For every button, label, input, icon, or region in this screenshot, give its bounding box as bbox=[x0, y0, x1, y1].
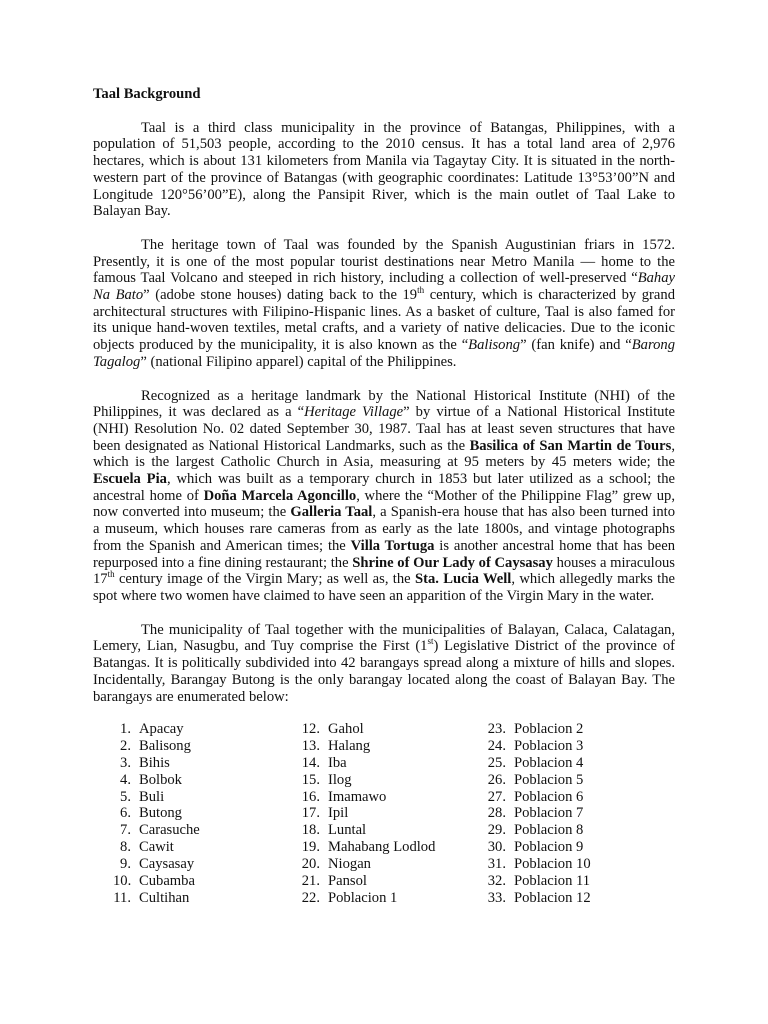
landmark-villa-tortuga: Villa Tortuga bbox=[350, 537, 435, 554]
superscript: th bbox=[417, 285, 425, 296]
term-balisong: Balisong bbox=[468, 337, 521, 354]
list-item bbox=[477, 822, 591, 839]
list-item bbox=[113, 805, 200, 822]
list-item-number: 14. bbox=[301, 754, 320, 771]
list-item bbox=[477, 805, 591, 822]
list-item-number: 28. bbox=[487, 805, 506, 822]
list-item-label: Poblacion 10 bbox=[514, 855, 591, 872]
list-item bbox=[477, 738, 591, 755]
list-item bbox=[477, 839, 591, 856]
list-item bbox=[291, 772, 435, 789]
list-item-number: 31. bbox=[487, 855, 506, 872]
list-item-number: 25. bbox=[487, 754, 506, 771]
list-item bbox=[113, 856, 200, 873]
landmark-caysasay-shrine: Shrine of Our Lady of Caysasay bbox=[352, 554, 553, 571]
list-item bbox=[477, 856, 591, 873]
list-item bbox=[113, 755, 200, 772]
list-item bbox=[113, 772, 200, 789]
landmark-galleria-taal: Galleria Taal bbox=[290, 504, 373, 521]
list-item-label: Poblacion 4 bbox=[514, 754, 584, 771]
list-item-number: 22. bbox=[301, 889, 320, 906]
list-item-number: 27. bbox=[487, 788, 506, 805]
list-item-number: 33. bbox=[487, 889, 506, 906]
list-item-label: Poblacion 3 bbox=[514, 738, 584, 755]
list-item-number: 1. bbox=[120, 721, 131, 738]
list-item-label: Buli bbox=[139, 788, 165, 805]
list-item bbox=[477, 873, 591, 890]
list-item-number: 8. bbox=[120, 839, 131, 856]
list-item bbox=[291, 721, 435, 738]
list-item-label: Poblacion 2 bbox=[514, 721, 584, 738]
barangay-column-2 bbox=[291, 721, 435, 906]
list-item-label: Caysasay bbox=[139, 855, 195, 872]
list-item-label: Ipil bbox=[328, 805, 349, 822]
list-item bbox=[291, 839, 435, 856]
list-item bbox=[291, 805, 435, 822]
list-item-number: 32. bbox=[487, 872, 506, 889]
list-item-label: Pansol bbox=[328, 872, 367, 889]
superscript: st bbox=[427, 636, 434, 647]
list-item-number: 24. bbox=[487, 738, 506, 755]
paragraph-barangays-intro: The municipality of Taal together with the municipalities of Balayan, Calaca, Calatagan, Lemery, Lian, Nasugbu, and Tuy comprise the First (1st) Legislative District of the province of Batangas. It is politically subdivided into 42 barangays spread along a mixture of hills and slopes. Incidentally, Barangay Butong is the only barangay located along the coast of Balayan Bay. The barangays are enumerated below: bbox=[93, 621, 675, 705]
superscript: th bbox=[107, 569, 115, 580]
list-item-number: 3. bbox=[120, 754, 131, 771]
page-title: Taal Background bbox=[93, 86, 201, 102]
list-item-label: Poblacion 1 bbox=[328, 889, 398, 906]
list-item bbox=[477, 772, 591, 789]
list-item-number: 11. bbox=[113, 889, 131, 906]
list-item-number: 5. bbox=[120, 788, 131, 805]
list-item-label: Poblacion 9 bbox=[514, 839, 584, 856]
landmark-sta-lucia-well: Sta. Lucia Well bbox=[414, 571, 512, 588]
paragraph-history: The heritage town of Taal was founded by the Spanish Augustinian friars in 1572. Presently, it is one of the most popular tourist destinations near Metro Manila — home to the famous Taal Volcano and steeped in rich history, including a collection of well-preserved “Bahay Na Bato” (adobe stone houses) dating back to the 19th century, which is characterized by grand architectural structures with Filipino-Hispanic lines. As a basket of culture, Taal is also famed for its unique hand-woven textiles, metal crafts, and a variety of native delicacies. Due to the iconic objects produced by the municipality, it is also known as the “Balisong” (fan knife) and “Barong Tagalog” (national Filipino apparel) capital of the Philippines. bbox=[93, 236, 675, 370]
list-item bbox=[113, 721, 200, 738]
list-item-label: Cubamba bbox=[139, 872, 195, 889]
list-item-label: Luntal bbox=[328, 822, 367, 839]
paragraph-landmarks: Recognized as a heritage landmark by the National Historical Institute (NHI) of the Philippines, it was declared as a “Heritage Village” by virtue of a National Historical Institute (NHI) Resolution No. 02 dated September 30, 1987. Taal has at least seven structures that have been designated as National Historical Landmarks, such as the Basilica of San Martin de Tours, which is the largest Catholic Church in Asia, measuring at 95 meters by 45 meters wide; the Escuela Pia, which was built as a temporary church in 1853 but later utilized as a school; the ancestral home of Doña Marcela Agoncillo, where the “Mother of the Philippine Flag” grew up, now converted into museum; the Galleria Taal, a Spanish-era house that has also been turned into a museum, which houses rare cameras from as early as the late 1800s, and vintage photographs from the Spanish and American times; the Villa Tortuga is another ancestral home that has been repurposed into a fine dining restaurant; the Shrine of Our Lady of Caysasay houses a miraculous 17th century image of the Virgin Mary; as well as, the Sta. Lucia Well, which allegedly marks the spot where two women have claimed to have seen an apparition of the Virgin Mary in the water. bbox=[93, 387, 675, 604]
list-item bbox=[113, 873, 200, 890]
list-item-number: 13. bbox=[301, 738, 320, 755]
list-item-label: Poblacion 8 bbox=[514, 822, 584, 839]
list-item-number: 18. bbox=[301, 822, 320, 839]
paragraph-location: Taal is a third class municipality in the province of Batangas, Philippines, with a population of 51,503 people, according to the 2010 census. It has a total land area of 2,976 hectares, which is about 131 kilometers from Manila via Tagaytay City. It is situated in the north-western part of the province of Batangas (with geographic coordinates: Latitude 13°53’00”N and Longitude 120°56’00”E), along the Pansipit River, which is the main outlet of Taal Lake to Balayan Bay. bbox=[93, 119, 675, 220]
list-item bbox=[113, 890, 200, 907]
list-item bbox=[291, 738, 435, 755]
list-item bbox=[113, 839, 200, 856]
list-item-number: 21. bbox=[301, 872, 320, 889]
list-item-number: 7. bbox=[120, 822, 131, 839]
list-item bbox=[113, 789, 200, 806]
term-bahay-na-bato: Bahay Na Bato bbox=[93, 270, 675, 304]
list-item-label: Carasuche bbox=[139, 822, 200, 839]
list-item-label: Butong bbox=[139, 805, 182, 822]
barangay-column-3 bbox=[477, 721, 591, 906]
list-item-label: Iba bbox=[328, 754, 347, 771]
list-item-number: 16. bbox=[301, 788, 320, 805]
list-item bbox=[477, 721, 591, 738]
list-item-label: Bihis bbox=[139, 754, 170, 771]
list-item-label: Balisong bbox=[139, 738, 191, 755]
list-item bbox=[477, 789, 591, 806]
list-item-label: Bolbok bbox=[139, 771, 182, 788]
list-item-number: 20. bbox=[301, 855, 320, 872]
list-item-label: Cultihan bbox=[139, 889, 190, 906]
list-item bbox=[291, 822, 435, 839]
list-item-label: Poblacion 6 bbox=[514, 788, 584, 805]
list-item-number: 10. bbox=[113, 872, 132, 889]
list-item-number: 19. bbox=[301, 839, 320, 856]
list-item-number: 4. bbox=[120, 771, 131, 788]
list-item-label: Mahabang Lodlod bbox=[328, 839, 436, 856]
list-item-number: 2. bbox=[120, 738, 131, 755]
list-item bbox=[291, 755, 435, 772]
list-item-label: Poblacion 5 bbox=[514, 771, 584, 788]
barangay-column-1 bbox=[113, 721, 200, 906]
landmark-escuela-pia: Escuela Pia bbox=[93, 471, 167, 488]
list-item-label: Cawit bbox=[139, 839, 174, 856]
list-item bbox=[113, 822, 200, 839]
list-item bbox=[291, 856, 435, 873]
list-item-label: Apacay bbox=[139, 721, 184, 738]
list-item-label: Ilog bbox=[328, 771, 352, 788]
list-item-label: Imamawo bbox=[328, 788, 387, 805]
list-item-number: 26. bbox=[487, 771, 506, 788]
list-item-label: Gahol bbox=[328, 721, 364, 738]
list-item-label: Poblacion 11 bbox=[514, 872, 591, 889]
list-item-number: 12. bbox=[301, 721, 320, 738]
term-barong-tagalog: Barong Tagalog bbox=[93, 337, 675, 370]
list-item-number: 17. bbox=[301, 805, 320, 822]
list-item-label: Halang bbox=[328, 738, 371, 755]
list-item bbox=[291, 789, 435, 806]
list-item bbox=[477, 755, 591, 772]
document-page bbox=[93, 86, 675, 911]
list-item bbox=[291, 890, 435, 907]
list-item-number: 9. bbox=[120, 855, 131, 872]
list-item bbox=[291, 873, 435, 890]
list-item-number: 15. bbox=[301, 771, 320, 788]
list-item-label: Poblacion 12 bbox=[514, 889, 591, 906]
barangay-list bbox=[93, 721, 675, 911]
list-item-number: 29. bbox=[487, 822, 506, 839]
list-item-label: Niogan bbox=[328, 855, 371, 872]
landmark-basilica: Basilica of San Martin de Tours bbox=[469, 437, 672, 454]
list-item bbox=[477, 890, 591, 907]
landmark-agoncillo-home: Doña Marcela Agoncillo bbox=[203, 487, 357, 504]
list-item-number: 30. bbox=[487, 839, 506, 856]
list-item-number: 23. bbox=[487, 721, 506, 738]
term-heritage-village: Heritage Village bbox=[304, 404, 404, 421]
list-item bbox=[113, 738, 200, 755]
list-item-number: 6. bbox=[120, 805, 131, 822]
list-item-label: Poblacion 7 bbox=[514, 805, 584, 822]
